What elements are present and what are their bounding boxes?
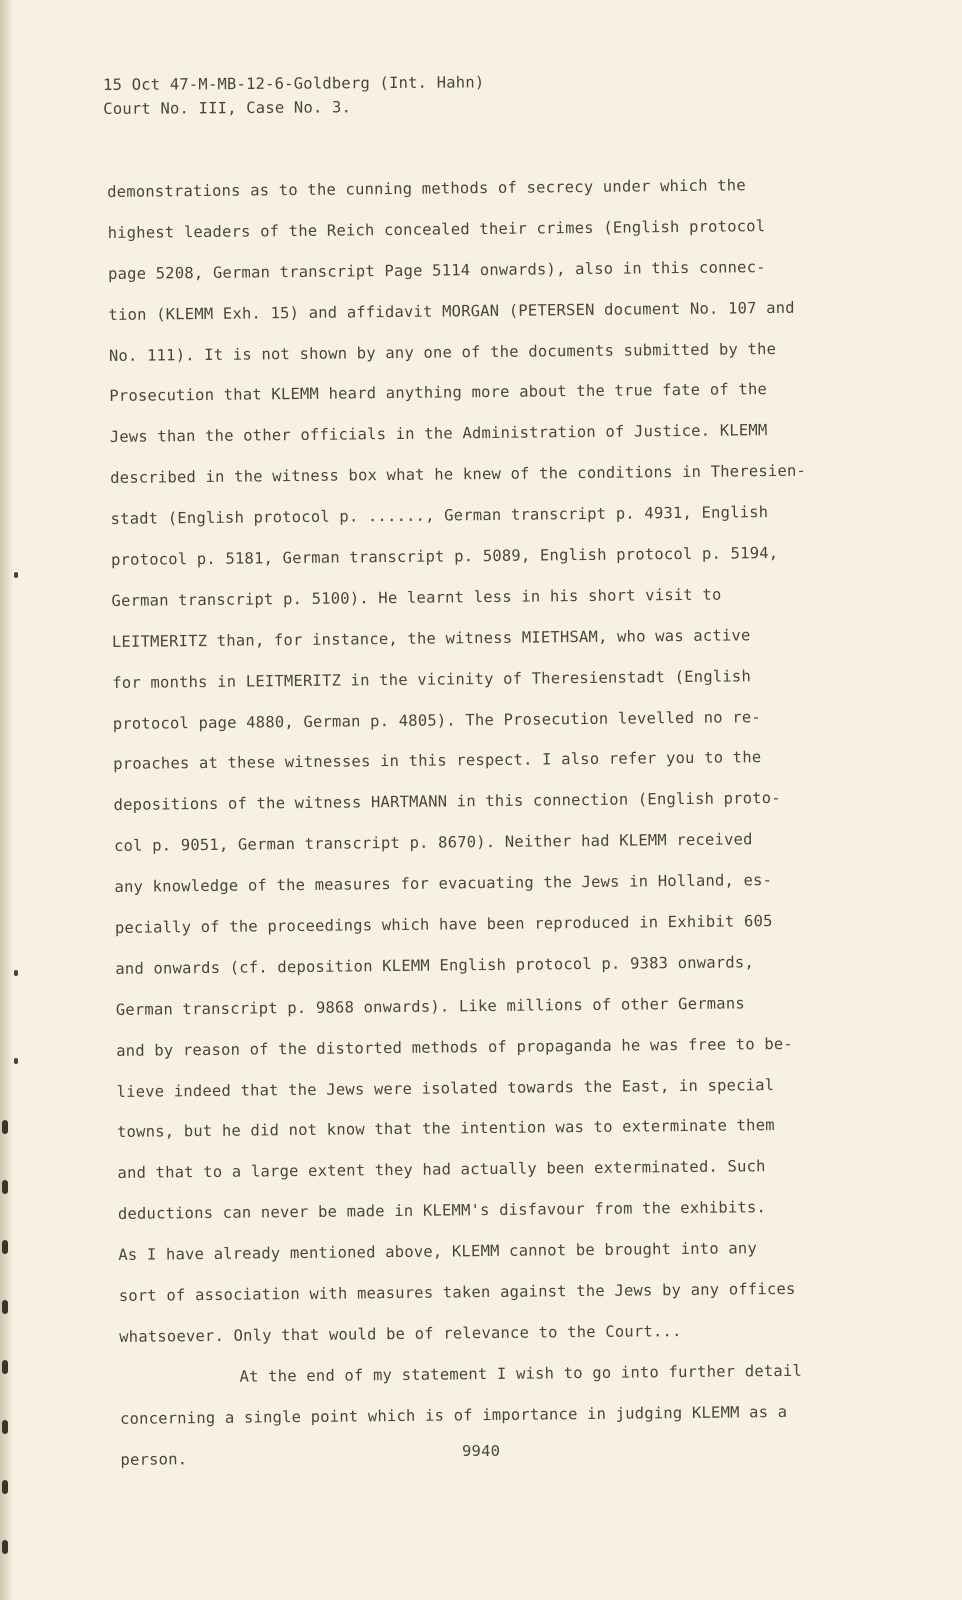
text-line: and by reason of the distorted methods of propaganda he was free to be- [116,1034,794,1060]
punch-hole [2,1240,8,1254]
text-line: German transcript p. 9868 onwards). Like millions of other Germans [115,994,745,1019]
text-line: Jews than the other officials in the Administration of Justice. KLEMM [109,421,768,447]
punch-hole [2,1480,8,1494]
text-line: whatsoever. Only that would be of relevance to the Court... [119,1321,682,1346]
punch-hole [2,1420,8,1434]
text-line: deductions can never be made in KLEMM's disfavour from the exhibits. [117,1198,767,1224]
body-text [107,164,881,1480]
text-line: As I have already mentioned above, KLEMM cannot be brought into any [118,1239,758,1265]
binding-strip [0,0,14,1600]
punch-hole [2,1540,8,1554]
text-line: col p. 9051, German transcript p. 8670). Neither had KLEMM received [113,830,753,856]
text-line: LEITMERITZ than, for instance, the witness MIETHSAM, who was active [111,626,751,651]
text-line: any knowledge of the measures for evacuating the Jews in Holland, es- [114,871,773,897]
text-line: At the end of my statement I wish to go into further detail [239,1361,803,1386]
margin-mark [14,572,18,578]
text-line: depositions of the witness HARTMANN in this connection (English proto- [113,789,781,815]
text-line: Prosecution that KLEMM heard anything more about the true fate of the [109,380,768,406]
text-line: No. 111). It is not shown by any one of the documents submitted by the [108,339,777,365]
margin-mark [14,970,18,976]
text-line: described in the witness box what he knew of the conditions in Theresien- [110,461,807,488]
text-line: pecially of the proceedings which have been reproduced in Exhibit 605 [114,912,773,937]
text-line: person. [120,1449,188,1469]
text-line: sort of association with measures taken against the Jews by any offices [118,1279,796,1305]
punch-hole [2,1300,8,1314]
text-line: concerning a single point which is of importance in judging KLEMM as a [119,1402,788,1428]
text-line: towns, but he did not know that the intention was to exterminate them [116,1116,775,1142]
margin-mark [14,1058,18,1064]
text-line: demonstrations as to the cunning methods of secrecy under which the [107,176,746,201]
punch-hole [2,1120,8,1134]
text-line: protocol page 4880, German p. 4805). The Prosecution levelled no re- [112,707,762,733]
punch-hole [2,1180,8,1194]
text-line: and that to a large extent they had actually been exterminated. Such [117,1157,766,1183]
text-line: German transcript p. 5100). He learnt less in his short visit to [111,585,722,610]
header-line-2: Court No. III, Case No. 3. [103,98,352,118]
document-header [103,70,485,121]
text-line: tion (KLEMM Exh. 15) and affidavit MORGAN (PETERSEN document No. 107 and [108,298,795,324]
text-line: protocol p. 5181, German transcript p. 5089, English protocol p. 5194, [110,544,779,569]
page-number: 9940 [462,1442,501,1460]
text-line: for months in LEITMERITZ in the vicinity of Theresienstadt (English [112,666,752,692]
text-line: highest leaders of the Reich concealed their crimes (English protocol [107,217,766,242]
header-line-1: 15 Oct 47-M-MB-12-6-Goldberg (Int. Hahn) [103,73,485,94]
text-line: proaches at these witnesses in this respect. I also refer you to the [113,748,762,774]
text-line: page 5208, German transcript Page 5114 onwards), also in this connec- [107,257,766,283]
text-line: and onwards (cf. deposition KLEMM English protocol p. 9383 onwards, [115,953,755,978]
text-line: stadt (English protocol p. ......, German transcript p. 4931, English [110,503,769,529]
text-line: lieve indeed that the Jews were isolated towards the East, in special [116,1075,775,1101]
punch-hole [2,1360,8,1374]
